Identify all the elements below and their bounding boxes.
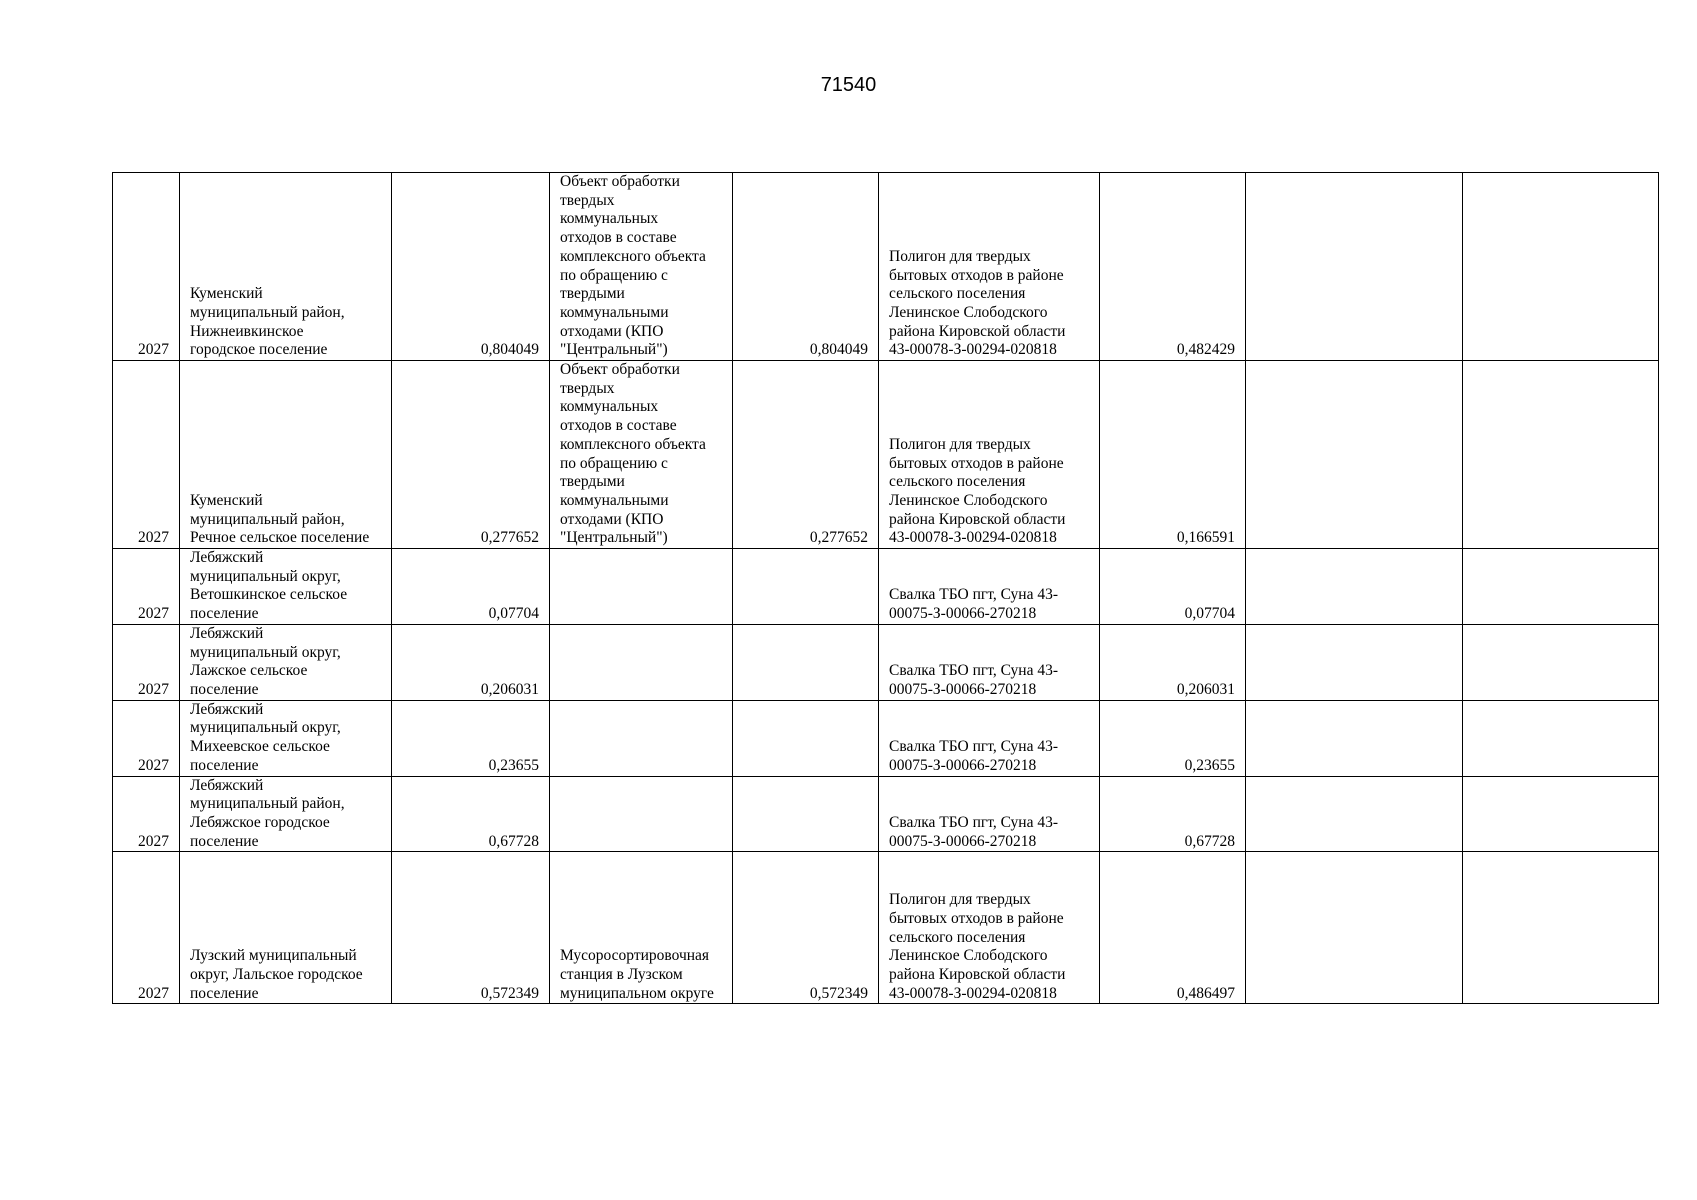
processing-object-cell: Мусоросортировочная станция в Лузском муниципальном округе xyxy=(550,852,733,1004)
empty-cell xyxy=(1246,776,1463,852)
disposal-volume-cell: 0,482429 xyxy=(1100,173,1246,361)
processing-volume-cell xyxy=(733,549,879,625)
processing-volume-cell xyxy=(733,624,879,700)
year-cell: 2027 xyxy=(113,173,180,361)
municipality-cell: Лебяжский муниципальный округ, Михеевское сельское поселение xyxy=(180,700,392,776)
volume-cell: 0,572349 xyxy=(392,852,550,1004)
year-cell: 2027 xyxy=(113,549,180,625)
disposal-volume-cell: 0,486497 xyxy=(1100,852,1246,1004)
disposal-object-cell: Полигон для твердых бытовых отходов в районе сельского поселения Ленинское Слободского района Кировской области 43-00078-З-00294-020818 xyxy=(879,173,1100,361)
disposal-object-cell: Свалка ТБО пгт, Суна 43- 00075-З-00066-270218 xyxy=(879,624,1100,700)
processing-volume-cell: 0,572349 xyxy=(733,852,879,1004)
empty-cell xyxy=(1463,549,1659,625)
waste-flow-table xyxy=(112,172,1659,1004)
empty-cell xyxy=(1246,852,1463,1004)
volume-cell: 0,804049 xyxy=(392,173,550,361)
table-row xyxy=(113,776,1659,852)
disposal-volume-cell: 0,07704 xyxy=(1100,549,1246,625)
empty-cell xyxy=(1246,173,1463,361)
year-cell: 2027 xyxy=(113,700,180,776)
empty-cell xyxy=(1463,173,1659,361)
disposal-object-cell: Полигон для твердых бытовых отходов в районе сельского поселения Ленинское Слободского района Кировской области 43-00078-З-00294-020818 xyxy=(879,361,1100,549)
processing-object-cell xyxy=(550,624,733,700)
disposal-object-cell: Полигон для твердых бытовых отходов в районе сельского поселения Ленинское Слободского района Кировской области 43-00078-З-00294-020818 xyxy=(879,852,1100,1004)
processing-object-cell: Объект обработки твердых коммунальных отходов в составе комплексного объекта по обращению с твердыми коммунальными отходами (КПО "Центральный") xyxy=(550,361,733,549)
year-cell: 2027 xyxy=(113,361,180,549)
processing-object-cell xyxy=(550,776,733,852)
table-row xyxy=(113,852,1659,1004)
empty-cell xyxy=(1246,700,1463,776)
table-row xyxy=(113,173,1659,361)
empty-cell xyxy=(1246,624,1463,700)
empty-cell xyxy=(1463,700,1659,776)
municipality-cell: Куменский муниципальный район, Нижнеивкинское городское поселение xyxy=(180,173,392,361)
volume-cell: 0,07704 xyxy=(392,549,550,625)
empty-cell xyxy=(1246,549,1463,625)
disposal-object-cell: Свалка ТБО пгт, Суна 43- 00075-З-00066-270218 xyxy=(879,700,1100,776)
year-cell: 2027 xyxy=(113,624,180,700)
municipality-cell: Лузский муниципальный округ, Лальское городское поселение xyxy=(180,852,392,1004)
processing-volume-cell: 0,277652 xyxy=(733,361,879,549)
disposal-volume-cell: 0,206031 xyxy=(1100,624,1246,700)
processing-object-cell xyxy=(550,549,733,625)
processing-volume-cell xyxy=(733,776,879,852)
volume-cell: 0,206031 xyxy=(392,624,550,700)
municipality-cell: Лебяжский муниципальный округ, Ветошкинское сельское поселение xyxy=(180,549,392,625)
empty-cell xyxy=(1463,852,1659,1004)
processing-object-cell xyxy=(550,700,733,776)
table-row xyxy=(113,700,1659,776)
processing-volume-cell xyxy=(733,700,879,776)
year-cell: 2027 xyxy=(113,852,180,1004)
empty-cell xyxy=(1246,361,1463,549)
disposal-volume-cell: 0,166591 xyxy=(1100,361,1246,549)
empty-cell xyxy=(1463,776,1659,852)
table-row xyxy=(113,361,1659,549)
year-cell: 2027 xyxy=(113,776,180,852)
empty-cell xyxy=(1463,361,1659,549)
municipality-cell: Куменский муниципальный район, Речное сельское поселение xyxy=(180,361,392,549)
municipality-cell: Лебяжский муниципальный округ, Лажское сельское поселение xyxy=(180,624,392,700)
table-row xyxy=(113,549,1659,625)
disposal-volume-cell: 0,23655 xyxy=(1100,700,1246,776)
disposal-object-cell: Свалка ТБО пгт, Суна 43- 00075-З-00066-270218 xyxy=(879,776,1100,852)
processing-object-cell: Объект обработки твердых коммунальных отходов в составе комплексного объекта по обращению с твердыми коммунальными отходами (КПО "Центральный") xyxy=(550,173,733,361)
municipality-cell: Лебяжский муниципальный район, Лебяжское городское поселение xyxy=(180,776,392,852)
volume-cell: 0,23655 xyxy=(392,700,550,776)
volume-cell: 0,67728 xyxy=(392,776,550,852)
empty-cell xyxy=(1463,624,1659,700)
processing-volume-cell: 0,804049 xyxy=(733,173,879,361)
disposal-volume-cell: 0,67728 xyxy=(1100,776,1246,852)
table-row xyxy=(113,624,1659,700)
page-number: 71540 xyxy=(820,74,877,96)
disposal-object-cell: Свалка ТБО пгт, Суна 43- 00075-З-00066-270218 xyxy=(879,549,1100,625)
volume-cell: 0,277652 xyxy=(392,361,550,549)
